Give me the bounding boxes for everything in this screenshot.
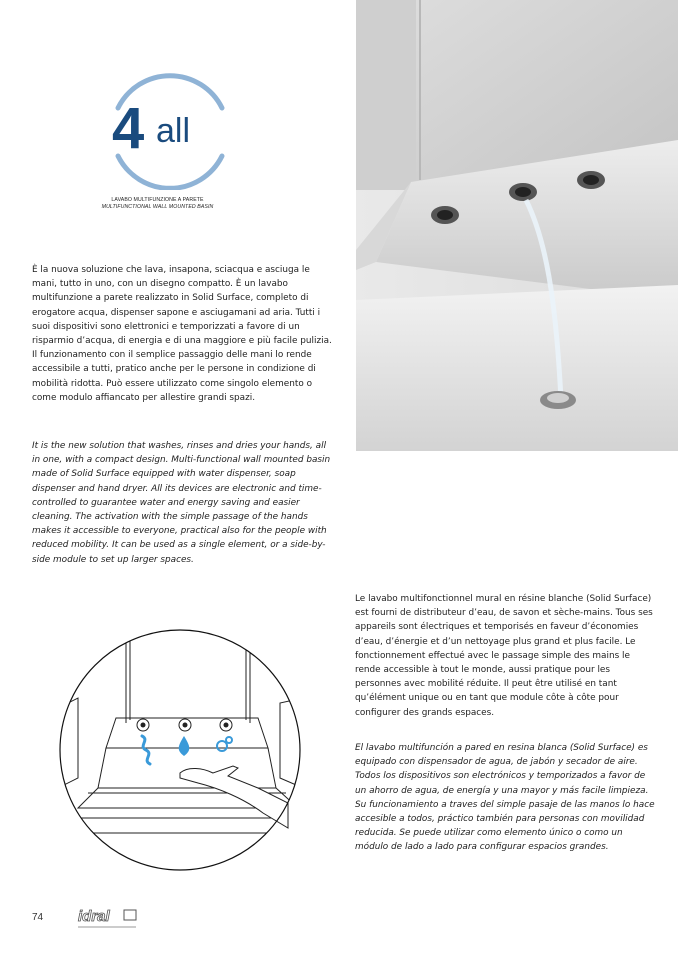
- logo-number: 4: [112, 96, 145, 161]
- page-number: 74: [32, 912, 44, 923]
- logo-caption-line1: LAVABO MULTIFUNZIONE A PARETE: [111, 197, 204, 203]
- brand-text: idral: [78, 908, 110, 925]
- brand-mark-icon: [124, 910, 136, 920]
- description-english: It is the new solution that washes, rinses and dries your hands, all in one, with a compact design. Multi-functional wall mounted basin made of Solid Surface equipped with water dispenser, soap dispenser and hand dryer. All its devices are electronic and time-controlled to guarantee water and energy saving and easier cleaning. The activation with the simple passage of the hands makes it accessible to everyone, practical also for the people with reduced mobility. It can be used as a single element, or a side-by-side module to set up larger spaces.: [32, 441, 331, 565]
- logo-word: all: [156, 112, 191, 150]
- product-photo: [356, 0, 678, 451]
- logo-caption: [60, 197, 255, 210]
- usage-illustration: [58, 628, 303, 873]
- description-italian: È la nuova soluzione che lava, insapona, sciacqua e asciuga le mani, tutto in uno, con un disegno compatto. È un lavabo multifunzione a parete realizzato in Solid Surface, completo di erogatore acqua, dispenser sapone e asciugamani ad aria. Tutti i suoi dispositivi sono elettronici e temporizzati a favore di un risparmio d’acqua, di energia e di una maggiore e più facile pulizia. Il funzionamento con il semplice passaggio delle mani lo rende accessibile a tutti, pratico anche per le persone in condizione di mobilità ridotta. Può essere utilizzato come singolo elemento o come modulo affiancato per allestire grandi spazi.: [32, 265, 332, 403]
- logo-caption-line2: MULTIFUNCTIONAL WALL MOUNTED BASIN: [101, 203, 214, 210]
- idral-brand-logo: [76, 905, 156, 931]
- description-spanish: El lavabo multifunción a pared en resina blanca (Solid Surface) es equipado con dispensador de agua, de jabón y secador de aire. Todos los dispositivos son electrónicos y temporizados a favor de un ahorro de agua, de energía y una mayor y más facile limpieza. Su funcionamiento a traves del simple pasaje de las manos lo hace accesible a todos, práctico también para personas con movilidad reducida. Se puede utilizar como elemento único o como un módulo de lado a lado para configurar espacios grandes.: [355, 743, 655, 853]
- photo-basin: [356, 285, 678, 451]
- photo-cabinet-left: [356, 0, 416, 190]
- 4all-logo: [100, 70, 240, 190]
- description-french: Le lavabo multifonctionnel mural en résine blanche (Solid Surface) est fourni de distributeur d’eau, de savon et sèche-mains. Tous ses appareils sont électriques et temporisés en faveur d’économies d’eau, d’énergie et d’un nettoyage plus grand et plus facile. Le fonctionnement effectué avec le passage simple des mains le rende accessible à tout le monde, aussi pratique pour les personnes avec mobilité réduite. Il peut être utilisé en tant qu’élément unique ou en tant que module côte à côte pour configurer des grands espaces.: [355, 594, 653, 718]
